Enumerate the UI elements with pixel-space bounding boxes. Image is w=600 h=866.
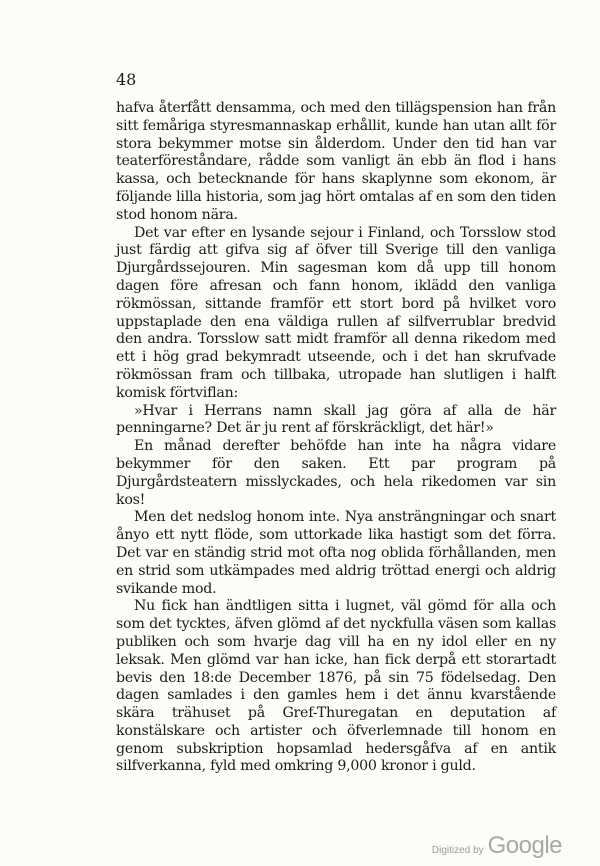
digitized-by-watermark bbox=[432, 832, 562, 860]
paragraph-quote: »Hvar i Herrans namn skall jag göra af alla de här penningarne? Det är ju rent af förskräckligt, det här!» bbox=[116, 402, 556, 437]
google-logo: Google bbox=[487, 832, 562, 859]
paragraph: Nu fick han ändtligen sitta i lugnet, väl gömd för alla och som det tycktes, äfven glömd af det nyckfulla väsen som kallas publiken och som hvarje dag vill ha en ny idol eller en ny leksak. Men glömd var han icke, han fick derpå ett storartadt bevis den 18:de December 1876, på sin 75 födelsedag. Den dagen samlades i den gamles hem i det ännu kvarstående skära trähuset på Gref-Thuregatan en deputation af konstälskare och artister och öfverlemnade till honom en genom subskription hopsamlad hedersgåfva af en antik silfverkanna, fyld med omkring 9,000 kronor i guld. bbox=[116, 598, 556, 775]
paragraph: En månad derefter behöfde han inte ha några vidare bekymmer för den saken. Ett par program på Djurgårdsteatern misslyckades, och hela rikedomen var sin kos! bbox=[116, 438, 556, 508]
watermark-prefix: Digitized by bbox=[431, 845, 484, 856]
paragraph: Det var efter en lysande sejour i Finland, och Torsslow stod just färdig att gifva sig af öfver till Sverige till den vanliga Djurgårdssejouren. Min sagesman kom då upp till honom dagen före afresan och fann honom, iklädd den vanliga rökmössan, sittande framför ett stort bord på hvilket voro uppstaplade den ena väldiga rullen af silfverrublar bredvid den andra. Torsslow satt midt framför all denna rikedom med ett i hög grad bekymradt utseende, och i det han skrufvade rökmössan fram och tillbaka, utropade han slutligen i halft komisk förtviflan: bbox=[116, 224, 556, 401]
paragraph: hafva återfått densamma, och med den tillägspension han från sitt femåriga styresmannaskap erhållit, kunde han utan allt för stora bekymmer motse sin ålderdom. Under den tid han var teaterföreståndare, rådde som vanligt än ebb än flod i hans kassa, och betecknande för hans skaplynne som ekonom, är följande lilla historia, som jag hört omtalas af en som den tiden stod honom nära. bbox=[116, 100, 556, 223]
body-text bbox=[116, 100, 556, 776]
page-number: 48 bbox=[116, 70, 137, 89]
paragraph: Men det nedslog honom inte. Nya ansträngningar och snart ånyo ett nytt flöde, som uttorkade lika hastigt som det förra. Det var en ständig strid mot ofta nog oblida förhållanden, men en strid som utkämpades med aldrig tröttad energi och aldrig svikande mod. bbox=[116, 509, 556, 597]
